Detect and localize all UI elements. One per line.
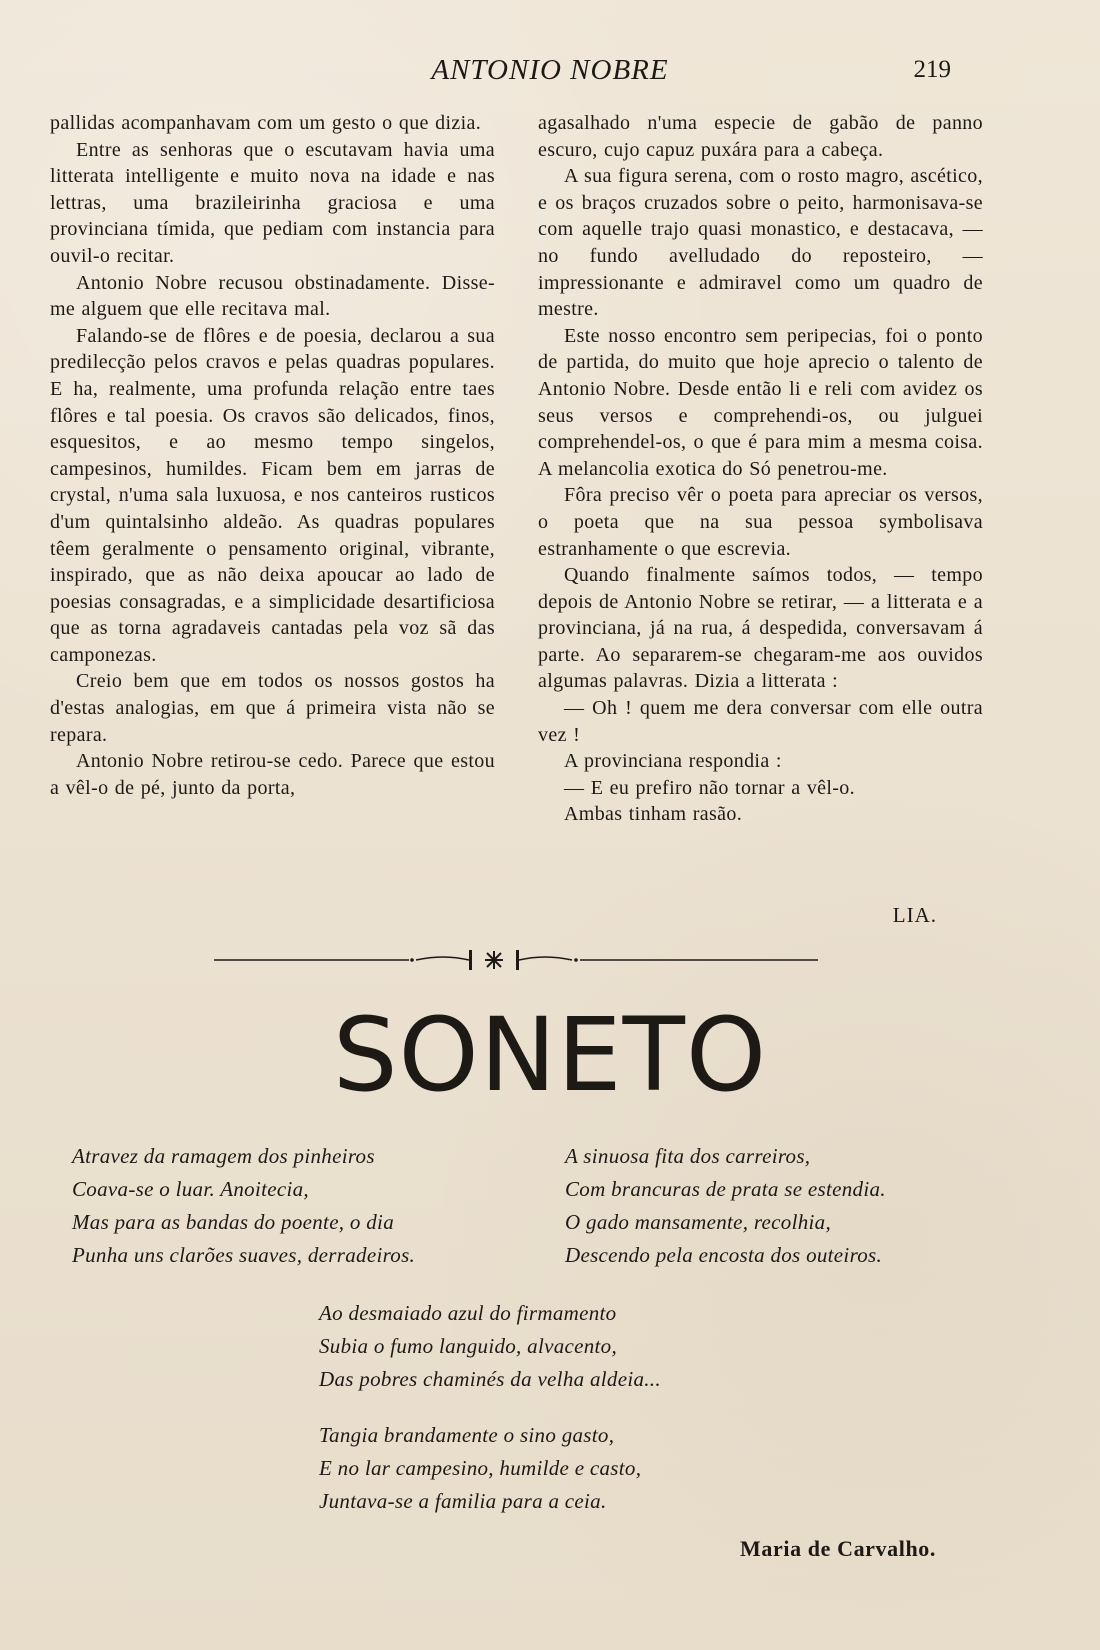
poem-line: Ao desmaiado azul do firmamento bbox=[319, 1301, 617, 1325]
poem-line: Mas para as bandas do poente, o dia bbox=[72, 1210, 394, 1234]
poem-stanza-1 bbox=[72, 1140, 415, 1272]
article-paragraph: Antonio Nobre retirou-se cedo. Parece que estou a vêl-o de pé, junto da porta, bbox=[50, 750, 495, 799]
poem-line: Das pobres chaminés da velha aldeia... bbox=[319, 1367, 661, 1391]
article-right-column bbox=[538, 110, 983, 828]
article-paragraph: Este nosso encontro sem peripecias, foi o ponto de partida, do muito que hoje aprecio o talento de Antonio Nobre. Desde então li e reli com avidez os seus versos e comprehendi-os, ou julguei comprehendel-os, o que é para mim a mesma coisa. A melancolia exotica do Só penetrou-me. bbox=[538, 324, 983, 480]
divider-dot-right bbox=[574, 958, 578, 962]
poem-line: Coava-se o luar. Anoitecia, bbox=[72, 1177, 309, 1201]
running-header-title: ANTONIO NOBRE bbox=[431, 54, 669, 86]
article-paragraph: Antonio Nobre recusou obstinadamente. Disse-me alguem que elle recitava mal. bbox=[50, 271, 495, 321]
article-paragraph: Entre as senhoras que o escutavam havia uma litterata intelligente e muito nova na idade e nas lettras, uma brazileirinha graciosa e uma provinciana tímida, que pediam com instancia para ouvil-o recitar. bbox=[50, 138, 495, 267]
article-paragraph: — Oh ! quem me dera conversar com elle outra vez ! bbox=[538, 697, 983, 746]
poem-line: E no lar campesino, humilde e casto, bbox=[319, 1456, 642, 1480]
poem-author: Maria de Carvalho. bbox=[740, 1536, 936, 1561]
divider-flourish-right bbox=[519, 957, 572, 960]
divider-dot-left bbox=[410, 958, 414, 962]
article-paragraph: pallidas acompanhavam com um gesto o que dizia. bbox=[50, 112, 482, 134]
article-left-column bbox=[50, 110, 495, 801]
section-divider-ornament bbox=[214, 945, 818, 975]
article-paragraph: A sua figura serena, com o rosto magro, ascético, e os braços cruzados sobre o peito, harmonisava-se com aquelle trajo quasi monastico, e destacava, — no fundo avelludado do reposteiro, — impressionante e admiravel como um quadro de mestre. bbox=[538, 165, 983, 321]
poem-line: Tangia brandamente o sino gasto, bbox=[319, 1423, 615, 1447]
poem-stanza-3 bbox=[319, 1297, 661, 1396]
poem-line: Com brancuras de prata se estendia. bbox=[565, 1177, 886, 1201]
poem-line: Punha uns clarões suaves, derradeiros. bbox=[72, 1243, 416, 1267]
divider-bar-right bbox=[516, 950, 519, 970]
poem-stanza-2 bbox=[565, 1140, 886, 1272]
article-paragraph: Creio bem que em todos os nossos gostos ha d'estas analogias, em que á primeira vista não se repara. bbox=[50, 670, 495, 746]
poem-line: A sinuosa fita dos carreiros, bbox=[565, 1144, 811, 1168]
divider-bar-left bbox=[469, 950, 472, 970]
article-paragraph: — E eu prefiro não tornar a vêl-o. bbox=[564, 776, 856, 799]
article-paragraph: A provinciana respondia : bbox=[564, 750, 782, 773]
page-number: 219 bbox=[913, 56, 951, 83]
article-signature: LIA. bbox=[892, 903, 937, 927]
article-paragraph: Falando-se de flôres e de poesia, declarou a sua predilecção pelos cravos e pelas quadras populares. E ha, realmente, uma profunda relação entre taes flôres e tal poesia. Os cravos são delicados, finos, esquesitos, e ao mesmo tempo singelos, campesinos, humildes. Ficam bem em jarras de crystal, n'uma sala luxuosa, e nos canteiros rusticos d'um quintalsinho aldeão. As quadras populares têem geralmente o pensamento original, vibrante, inspirado, que as não deixa apoucar ao lado de poesias consagradas, e a simplicidade desartificiosa que as torna agradaveis cantadas pela voz sã das camponezas. bbox=[50, 324, 495, 666]
poem-stanza-4 bbox=[319, 1419, 641, 1518]
article-paragraph: Ambas tinham rasão. bbox=[564, 803, 743, 826]
poem-line: O gado mansamente, recolhia, bbox=[565, 1210, 831, 1234]
article-paragraph: agasalhado n'uma especie de gabão de panno escuro, cujo capuz puxára para a cabeça. bbox=[538, 112, 983, 161]
poem-line: Juntava-se a familia para a ceia. bbox=[319, 1489, 607, 1513]
poem-line: Atravez da ramagem dos pinheiros bbox=[72, 1144, 375, 1168]
article-paragraph: Fôra preciso vêr o poeta para apreciar os versos, o poeta que na sua pessoa symbolisava estranhamente o que escrevia. bbox=[538, 484, 983, 560]
poem-line: Subia o fumo languido, alvacento, bbox=[319, 1334, 618, 1358]
article-paragraph: Quando finalmente saímos todos, — tempo depois de Antonio Nobre se retirar, — a litterata e a provinciana, já na rua, á despedida, conversavam á parte. Ao separarem-se chegaram-me aos ouvidos algumas palavras. Dizia a litterata : bbox=[538, 564, 983, 693]
divider-flourish-left bbox=[416, 957, 469, 960]
poem-title: SONETO bbox=[332, 996, 768, 1115]
poem-line: Descendo pela encosta dos outeiros. bbox=[565, 1243, 883, 1267]
